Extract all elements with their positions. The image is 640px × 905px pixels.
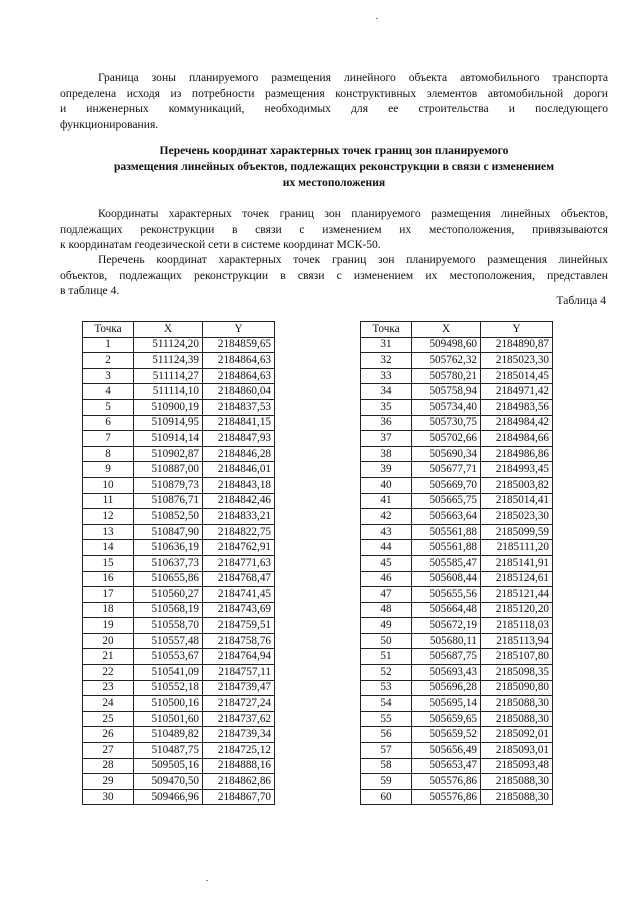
y-cell: 2185023,30 [481,509,553,525]
x-cell: 510852,50 [134,509,203,525]
point-cell: 50 [361,633,412,649]
point-cell: 59 [361,774,412,790]
x-cell: 511114,10 [134,384,203,400]
table-row [361,384,553,400]
x-cell: 510900,19 [134,399,203,415]
y-cell: 2184867,70 [203,789,275,805]
x-cell: 505687,75 [412,649,481,665]
coordinates-table-left [82,321,275,805]
y-cell: 2185118,03 [481,618,553,634]
x-cell: 505664,48 [412,602,481,618]
point-cell: 17 [83,587,134,603]
table-row [361,602,553,618]
table-row [361,774,553,790]
x-cell: 510553,67 [134,649,203,665]
table-row [361,540,553,556]
x-cell: 505677,71 [412,462,481,478]
table-row [361,368,553,384]
header-x: X [412,322,481,338]
table-row [83,774,275,790]
y-cell: 2184860,04 [203,384,275,400]
x-cell: 505659,52 [412,727,481,743]
table-row [83,680,275,696]
table-row [361,555,553,571]
scan-speck [376,18,378,19]
x-cell: 505576,86 [412,774,481,790]
point-cell: 38 [361,446,412,462]
y-cell: 2184837,53 [203,399,275,415]
y-cell: 2184984,66 [481,431,553,447]
table-row [361,618,553,634]
y-cell: 2185014,41 [481,493,553,509]
y-cell: 2185090,80 [481,680,553,696]
x-cell: 510489,82 [134,727,203,743]
x-cell: 505585,47 [412,555,481,571]
y-cell: 2185092,01 [481,727,553,743]
y-cell: 2185111,20 [481,540,553,556]
table-row [83,524,275,540]
x-cell: 509505,16 [134,758,203,774]
table-row [361,446,553,462]
table-row [361,711,553,727]
point-cell: 56 [361,727,412,743]
table-row [361,415,553,431]
point-cell: 47 [361,587,412,603]
y-cell: 2184759,51 [203,618,275,634]
table-row [83,446,275,462]
x-cell: 509470,50 [134,774,203,790]
x-cell: 510560,27 [134,587,203,603]
paragraph-line: Перечень координат характерных точек границ зон планируемого размещения линейных [98,253,608,266]
point-cell: 35 [361,399,412,415]
point-cell: 8 [83,446,134,462]
y-cell: 2184743,69 [203,602,275,618]
x-cell: 510914,14 [134,431,203,447]
y-cell: 2185121,44 [481,587,553,603]
table-row [83,758,275,774]
intro-line: Граница зоны планируемого размещения линейного объекта автомобильного транспорта [98,71,608,84]
table-row [83,540,275,556]
table-row [361,353,553,369]
table-row [361,649,553,665]
table-row [83,509,275,525]
y-cell: 2184739,34 [203,727,275,743]
x-cell: 505696,28 [412,680,481,696]
paragraph-line: в таблице 4. [60,284,120,297]
x-cell: 511124,20 [134,337,203,353]
y-cell: 2184771,63 [203,555,275,571]
y-cell: 2185120,20 [481,602,553,618]
point-cell: 21 [83,649,134,665]
point-cell: 49 [361,618,412,634]
intro-paragraph [60,70,608,132]
x-cell: 510552,18 [134,680,203,696]
point-cell: 5 [83,399,134,415]
point-cell: 14 [83,540,134,556]
point-cell: 3 [83,368,134,384]
x-cell: 510914,95 [134,415,203,431]
y-cell: 2185093,48 [481,758,553,774]
point-cell: 53 [361,680,412,696]
coordinates-table-right [360,321,553,805]
x-cell: 505702,66 [412,431,481,447]
point-cell: 40 [361,477,412,493]
point-cell: 39 [361,462,412,478]
y-cell: 2185113,94 [481,633,553,649]
point-cell: 48 [361,602,412,618]
x-cell: 505655,56 [412,587,481,603]
table-header-row [83,322,275,338]
table-row [83,571,275,587]
point-cell: 11 [83,493,134,509]
point-cell: 2 [83,353,134,369]
y-cell: 2185107,80 [481,649,553,665]
y-cell: 2185088,30 [481,696,553,712]
y-cell: 2184993,45 [481,462,553,478]
heading-line: их местоположения [282,176,386,189]
point-cell: 58 [361,758,412,774]
x-cell: 505672,19 [412,618,481,634]
point-cell: 36 [361,415,412,431]
point-cell: 27 [83,743,134,759]
point-cell: 31 [361,337,412,353]
x-cell: 510879,73 [134,477,203,493]
table-row [83,665,275,681]
x-cell: 505762,32 [412,353,481,369]
table-row [361,399,553,415]
table-row [361,509,553,525]
point-cell: 6 [83,415,134,431]
x-cell: 510655,86 [134,571,203,587]
table-row [361,743,553,759]
y-cell: 2185093,01 [481,743,553,759]
y-cell: 2184822,75 [203,524,275,540]
table-row [83,384,275,400]
y-cell: 2185023,30 [481,353,553,369]
point-cell: 18 [83,602,134,618]
point-cell: 12 [83,509,134,525]
table-row [83,727,275,743]
y-cell: 2185141,91 [481,555,553,571]
point-cell: 29 [83,774,134,790]
table-row [83,337,275,353]
y-cell: 2184843,18 [203,477,275,493]
x-cell: 505780,21 [412,368,481,384]
x-cell: 510500,16 [134,696,203,712]
x-cell: 505656,49 [412,743,481,759]
x-cell: 505695,14 [412,696,481,712]
x-cell: 505730,75 [412,415,481,431]
point-cell: 32 [361,353,412,369]
table-row [361,680,553,696]
x-cell: 510636,19 [134,540,203,556]
y-cell: 2184757,11 [203,665,275,681]
y-cell: 2184888,16 [203,758,275,774]
y-cell: 2185124,61 [481,571,553,587]
y-cell: 2184841,15 [203,415,275,431]
x-cell: 510847,90 [134,524,203,540]
point-cell: 52 [361,665,412,681]
paragraph-line: к координатам геодезической сети в системе координат МСК-50. [60,238,381,251]
y-cell: 2184842,46 [203,493,275,509]
heading-line: Перечень координат характерных точек границ зон планируемого [159,144,509,157]
y-cell: 2184833,21 [203,509,275,525]
point-cell: 42 [361,509,412,525]
point-cell: 57 [361,743,412,759]
point-cell: 25 [83,711,134,727]
table-row [83,633,275,649]
point-cell: 34 [361,384,412,400]
point-cell: 4 [83,384,134,400]
y-cell: 2184859,65 [203,337,275,353]
point-cell: 54 [361,696,412,712]
y-cell: 2184725,12 [203,743,275,759]
coordinates-paragraph [60,206,608,253]
heading-line: размещения линейных объектов, подлежащих реконструкции в связи с изменением [113,160,555,173]
x-cell: 505659,65 [412,711,481,727]
y-cell: 2184986,86 [481,446,553,462]
point-cell: 16 [83,571,134,587]
y-cell: 2185099,59 [481,524,553,540]
x-cell: 505653,47 [412,758,481,774]
table-row [83,462,275,478]
paragraph-line: подлежащих реконструкции в связи с изменением их местоположения, привязываются [60,222,608,236]
table-row [83,493,275,509]
table-row [361,789,553,805]
table-row [361,587,553,603]
table-row [361,477,553,493]
x-cell: 510558,70 [134,618,203,634]
point-cell: 45 [361,555,412,571]
x-cell: 509498,60 [412,337,481,353]
x-cell: 505576,86 [412,789,481,805]
x-cell: 509466,96 [134,789,203,805]
point-cell: 26 [83,727,134,743]
table-row [83,618,275,634]
table-row [361,633,553,649]
scan-speck [206,880,208,881]
point-cell: 43 [361,524,412,540]
x-cell: 511124,39 [134,353,203,369]
x-cell: 510887,00 [134,462,203,478]
intro-line: функционирования. [60,117,159,131]
table-row [83,711,275,727]
x-cell: 505690,34 [412,446,481,462]
table-caption: Таблица 4 [556,294,606,307]
x-cell: 510902,87 [134,446,203,462]
x-cell: 505734,40 [412,399,481,415]
y-cell: 2184862,86 [203,774,275,790]
point-cell: 10 [83,477,134,493]
table-row [361,571,553,587]
y-cell: 2185088,30 [481,774,553,790]
section-heading [60,143,608,191]
table-row [83,368,275,384]
table-row [83,696,275,712]
point-cell: 13 [83,524,134,540]
point-cell: 22 [83,665,134,681]
y-cell: 2184890,87 [481,337,553,353]
intro-line: определена исходя из потребности размещения конструктивных элементов автомобильной дороги [60,86,608,100]
table-row [83,415,275,431]
x-cell: 505758,94 [412,384,481,400]
table-row [361,665,553,681]
y-cell: 2185088,30 [481,789,553,805]
table-row [361,431,553,447]
point-cell: 28 [83,758,134,774]
point-cell: 51 [361,649,412,665]
x-cell: 505561,88 [412,540,481,556]
table-row [361,462,553,478]
header-y: Y [203,322,275,338]
point-cell: 55 [361,711,412,727]
point-cell: 24 [83,696,134,712]
y-cell: 2184864,63 [203,368,275,384]
x-cell: 505608,44 [412,571,481,587]
x-cell: 510637,73 [134,555,203,571]
intro-line: и инженерных коммуникаций, необходимых для ее строительства и последующего [60,102,608,115]
x-cell: 510557,48 [134,633,203,649]
point-cell: 15 [83,555,134,571]
x-cell: 510541,09 [134,665,203,681]
y-cell: 2184758,76 [203,633,275,649]
table-row [361,524,553,540]
table-row [83,399,275,415]
x-cell: 505561,88 [412,524,481,540]
x-cell: 510501,60 [134,711,203,727]
x-cell: 505663,64 [412,509,481,525]
table-row [361,337,553,353]
y-cell: 2184846,01 [203,462,275,478]
point-cell: 23 [83,680,134,696]
point-cell: 37 [361,431,412,447]
y-cell: 2184846,28 [203,446,275,462]
point-cell: 60 [361,789,412,805]
table-row [361,727,553,743]
table-row [361,696,553,712]
x-cell: 511114,27 [134,368,203,384]
table-row [83,789,275,805]
y-cell: 2184762,91 [203,540,275,556]
y-cell: 2184737,62 [203,711,275,727]
header-point: Точка [361,322,412,338]
y-cell: 2185088,30 [481,711,553,727]
point-cell: 30 [83,789,134,805]
y-cell: 2184984,42 [481,415,553,431]
y-cell: 2184847,93 [203,431,275,447]
point-cell: 20 [83,633,134,649]
header-y: Y [481,322,553,338]
table-row [83,353,275,369]
table-header-row [361,322,553,338]
y-cell: 2184741,45 [203,587,275,603]
point-cell: 41 [361,493,412,509]
y-cell: 2184864,63 [203,353,275,369]
paragraph-line: Координаты характерных точек границ зон планируемого размещения линейных объектов, [98,207,608,220]
point-cell: 7 [83,431,134,447]
table-row [83,431,275,447]
x-cell: 505680,11 [412,633,481,649]
header-point: Точка [83,322,134,338]
x-cell: 510487,75 [134,743,203,759]
point-cell: 44 [361,540,412,556]
point-cell: 1 [83,337,134,353]
point-cell: 33 [361,368,412,384]
x-cell: 510876,71 [134,493,203,509]
table-row [83,602,275,618]
y-cell: 2185098,35 [481,665,553,681]
table-row [361,493,553,509]
table-row [361,758,553,774]
x-cell: 505665,75 [412,493,481,509]
point-cell: 19 [83,618,134,634]
table-row [83,743,275,759]
header-x: X [134,322,203,338]
point-cell: 9 [83,462,134,478]
x-cell: 505693,43 [412,665,481,681]
x-cell: 510568,19 [134,602,203,618]
y-cell: 2184971,42 [481,384,553,400]
y-cell: 2184739,47 [203,680,275,696]
y-cell: 2184727,24 [203,696,275,712]
point-cell: 46 [361,571,412,587]
x-cell: 505669,70 [412,477,481,493]
table-row [83,587,275,603]
y-cell: 2185003,82 [481,477,553,493]
y-cell: 2184983,56 [481,399,553,415]
table-row [83,477,275,493]
y-cell: 2184768,47 [203,571,275,587]
y-cell: 2184764,94 [203,649,275,665]
table-row [83,649,275,665]
table-reference-paragraph [60,252,608,299]
paragraph-line: объектов, подлежащих реконструкции в связи с изменением их местоположения, представлен [60,268,608,282]
y-cell: 2185014,45 [481,368,553,384]
table-row [83,555,275,571]
